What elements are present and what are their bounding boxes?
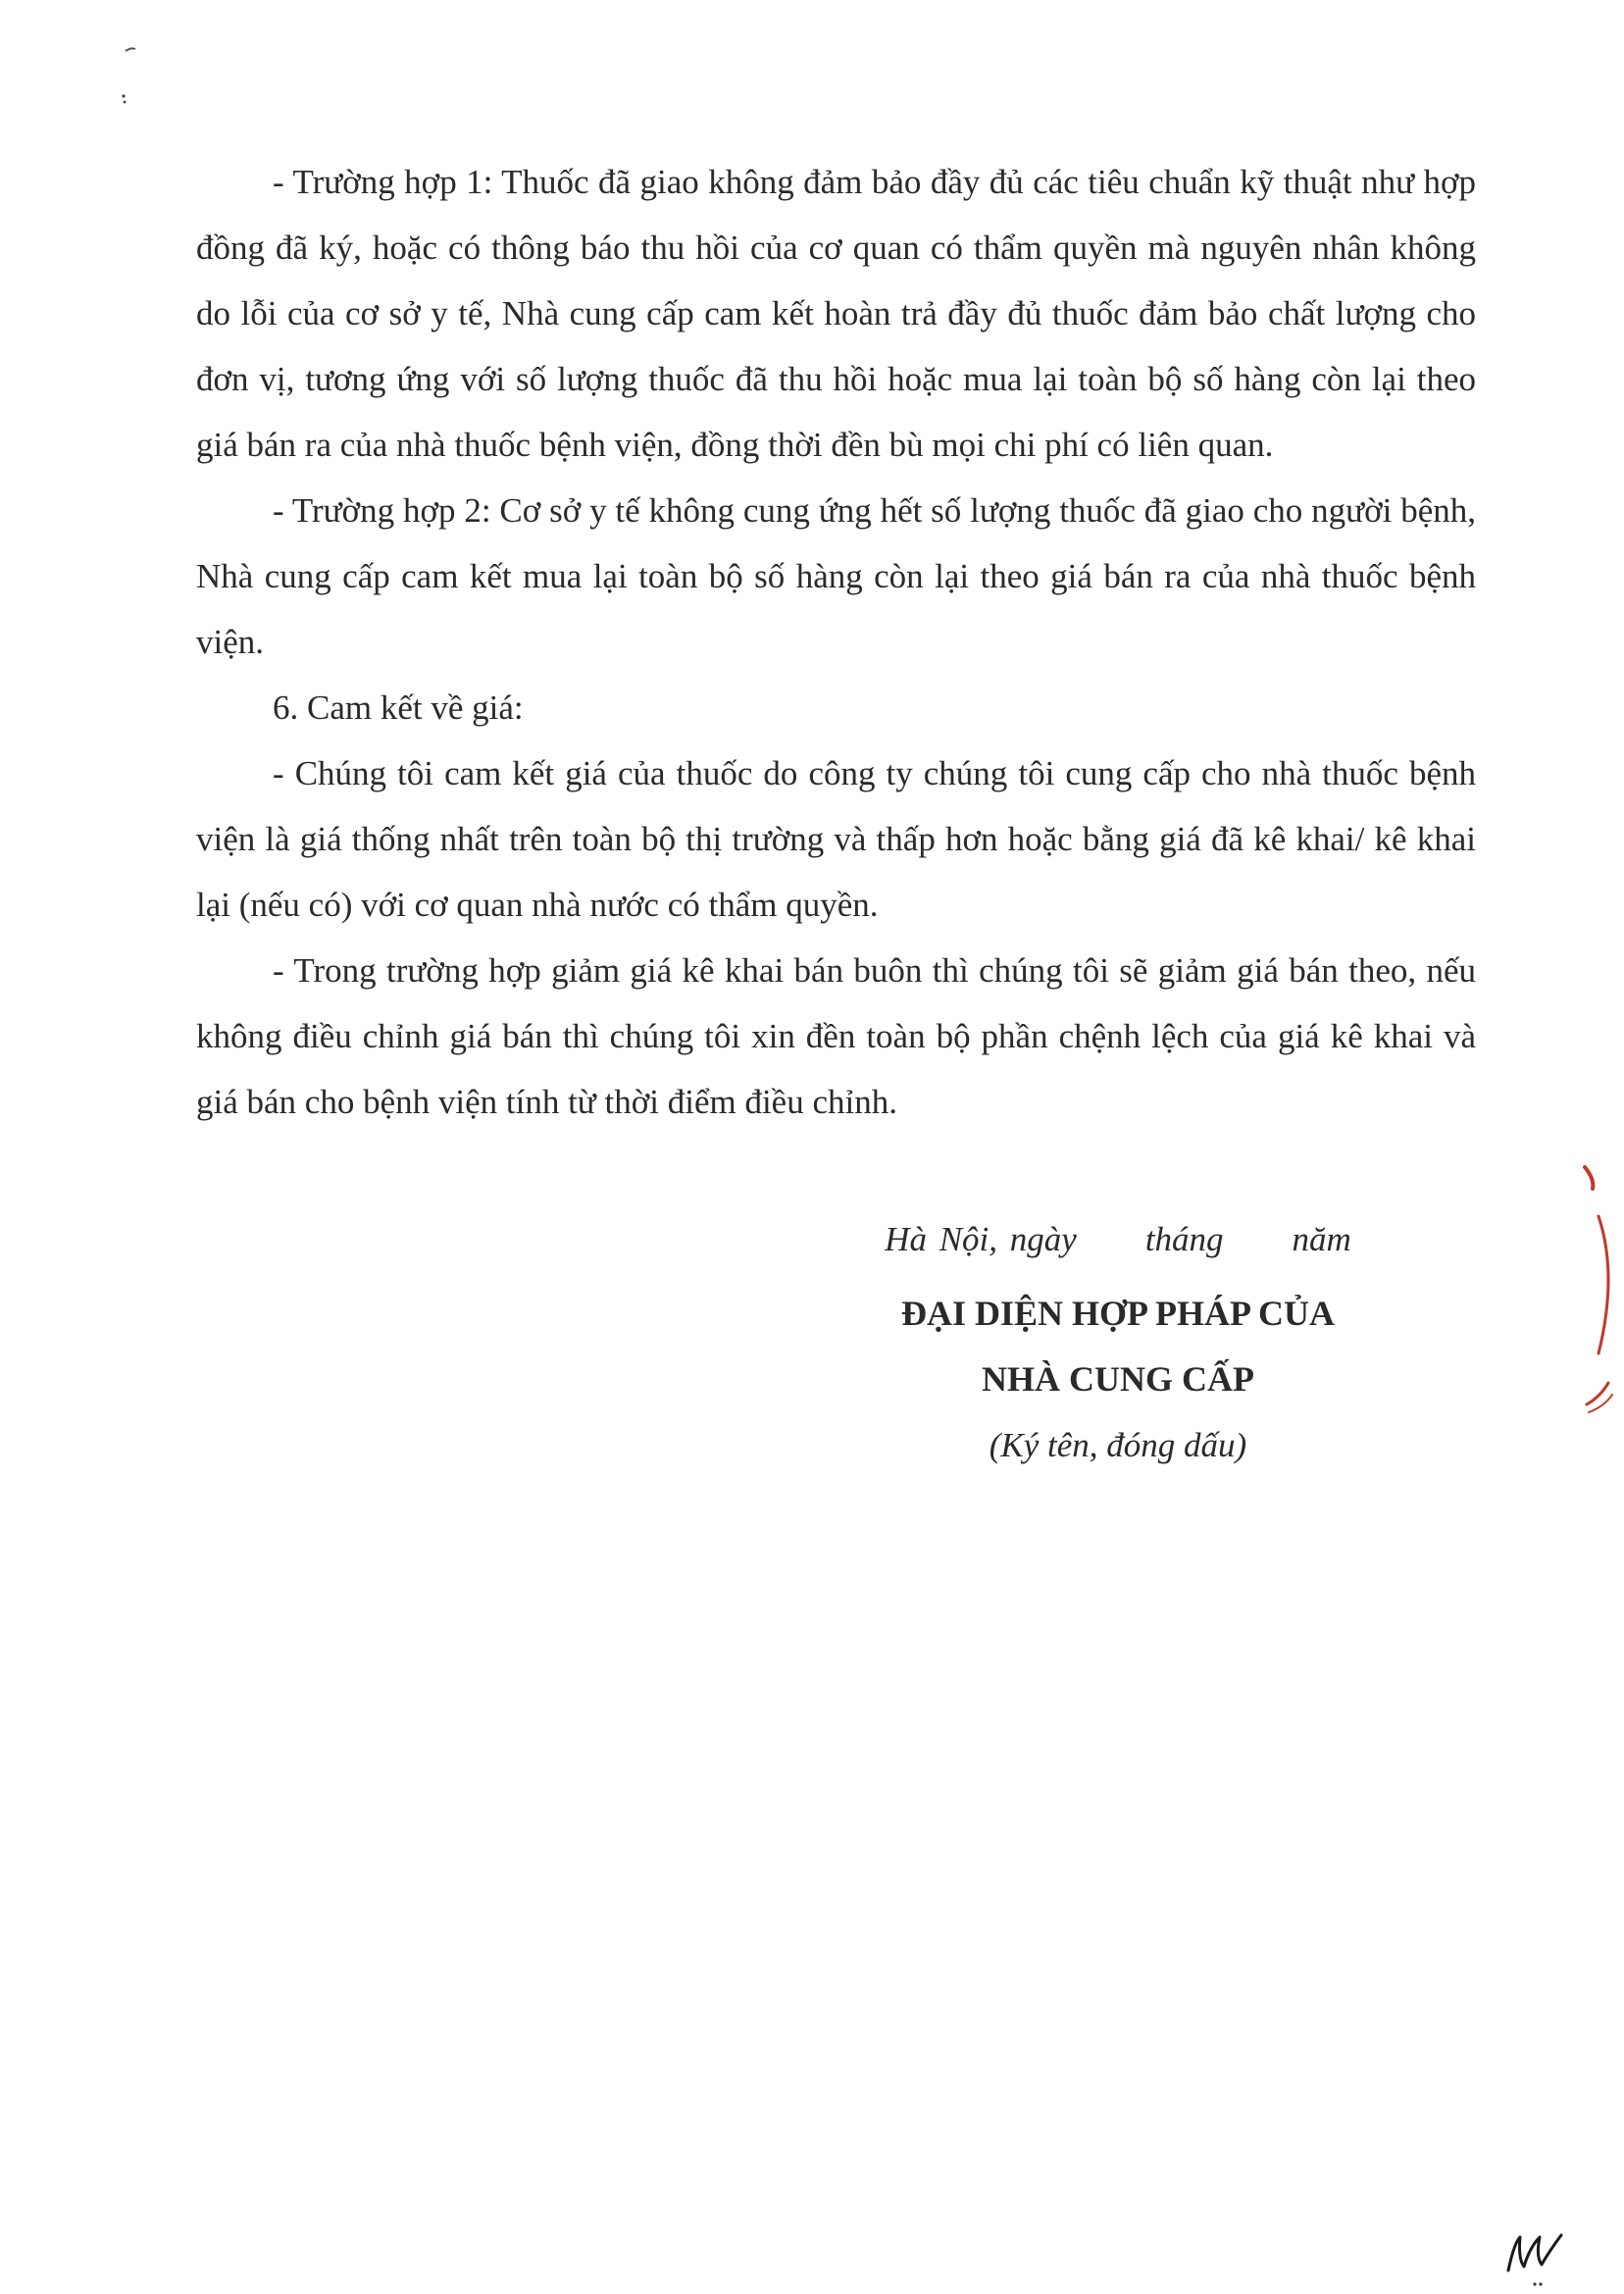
- scan-speck-mark: [118, 39, 157, 118]
- stamp-edge-mark: [1579, 1157, 1624, 1422]
- signature-date-line: [824, 1216, 1412, 1263]
- paragraph-case-2: - Trường hợp 2: Cơ sở y tế không cung ứng hết số lượng thuốc đã giao cho người bệnh, Nhà cung cấp cam kết mua lại toàn bộ số hàng còn lại theo giá bán ra của nhà thuốc bệnh viện.: [196, 491, 1476, 661]
- document-body: [196, 149, 1476, 1135]
- paragraph-price-1: - Chúng tôi cam kết giá của thuốc do công ty chúng tôi cung cấp cho nhà thuốc bệnh viện là giá thống nhất trên toàn bộ thị trường và thấp hơn hoặc bằng giá đã kê khai/ kê khai lại (nếu có) với cơ quan nhà nước có thẩm quyền.: [196, 754, 1476, 924]
- signature-block: [824, 1216, 1412, 1478]
- paragraph-price-2: - Trong trường hợp giảm giá kê khai bán buôn thì chúng tôi sẽ giảm giá bán theo, nếu không điều chỉnh giá bán thì chúng tôi xin đền toàn bộ phần chệnh lệch của giá kê khai và giá bán cho bệnh viện tính từ thời điểm điều chỉnh.: [196, 951, 1476, 1121]
- date-month: tháng: [1144, 1220, 1224, 1258]
- section-heading-price-commitment: 6. Cam kết về giá:: [273, 688, 524, 727]
- date-year: năm: [1292, 1220, 1351, 1258]
- initials-signature-mark: [1500, 2221, 1589, 2290]
- signature-note: (Ký tên, đóng dấu): [989, 1426, 1247, 1464]
- date-place: Hà Nội, ngày: [885, 1220, 1077, 1258]
- signature-title-line-1: ĐẠI DIỆN HỢP PHÁP CỦA: [900, 1294, 1336, 1333]
- paragraph-case-1: - Trường hợp 1: Thuốc đã giao không đảm bảo đầy đủ các tiêu chuẩn kỹ thuật như hợp đồng đã ký, hoặc có thông báo thu hồi của cơ quan có thẩm quyền mà nguyên nhân không do lỗi của cơ sở y tế, Nhà cung cấp cam kết hoàn trả đầy đủ thuốc đảm bảo chất lượng cho đơn vị, tương ứng với số lượng thuốc đã thu hồi hoặc mua lại toàn bộ số hàng còn lại theo giá bán ra của nhà thuốc bệnh viện, đồng thời đền bù mọi chi phí có liên quan.: [196, 163, 1476, 464]
- signature-title-line-2: NHÀ CUNG CẤP: [982, 1359, 1254, 1399]
